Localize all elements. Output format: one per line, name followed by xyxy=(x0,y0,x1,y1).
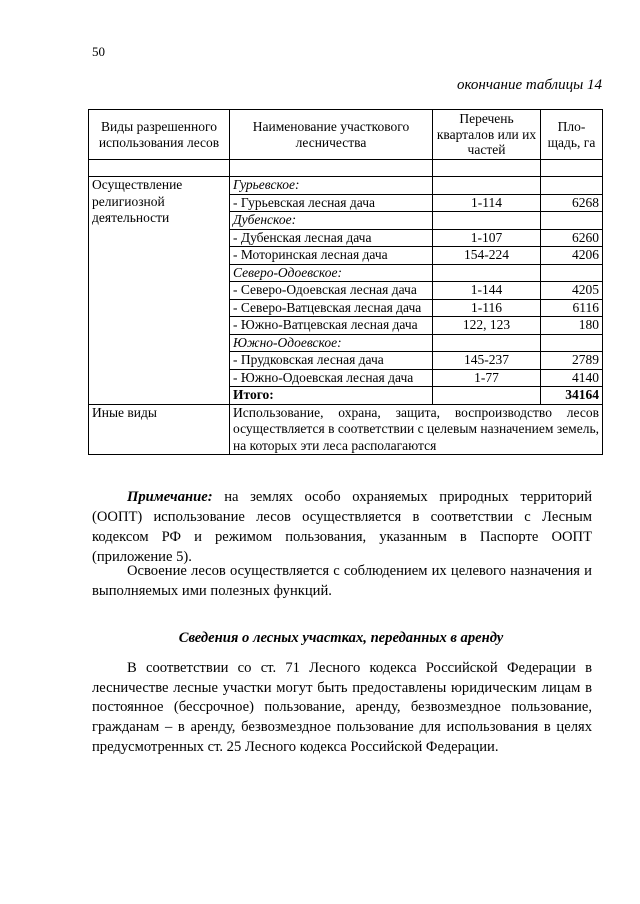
table-row xyxy=(89,177,603,195)
table-caption: окончание таблицы 14 xyxy=(456,77,602,93)
other-uses-text: Использование, охрана, защита, воспроизводство лесов осуществляется в соответствии с целевым назначением земель, на которых эти леса располагаются xyxy=(230,404,603,455)
area-cell: 4140 xyxy=(541,369,603,387)
page-number: 50 xyxy=(92,44,105,59)
area-cell: 2789 xyxy=(541,352,603,370)
area-cell xyxy=(541,212,603,230)
header-use-types: Виды разрешенного использования лесов xyxy=(89,110,230,160)
note-text: на землях особо охраняемых природных территорий (ООПТ) использование лесов осуществляется в соответствии с Лесным кодексом РФ и режимом пользования, указанным в Паспорте ООПТ (приложение 5). xyxy=(92,489,592,565)
forest-dacha-name: - Прудковская лесная дача xyxy=(230,352,433,370)
forest-dacha-name: - Гурьевская лесная дача xyxy=(230,194,433,212)
quarters-cell: 154-224 xyxy=(433,247,541,265)
quarters-cell: 1-116 xyxy=(433,299,541,317)
quarters-cell xyxy=(433,212,541,230)
forestry-group-name: Северо-Одоевское: xyxy=(230,264,433,282)
area-cell: 6268 xyxy=(541,194,603,212)
forest-dacha-name: - Южно-Одоевская лесная дача xyxy=(230,369,433,387)
total-label: Итого: xyxy=(230,387,433,405)
note-paragraph xyxy=(92,487,592,567)
quarters-cell: 1-107 xyxy=(433,229,541,247)
area-cell: 6116 xyxy=(541,299,603,317)
quarters-cell: 122, 123 xyxy=(433,317,541,335)
forest-dacha-name: - Дубенская лесная дача xyxy=(230,229,433,247)
quarters-cell: 1-144 xyxy=(433,282,541,300)
table-spacer-row xyxy=(89,160,603,177)
total-quarters-empty xyxy=(433,387,541,405)
forest-dacha-name: - Моторинская лесная дача xyxy=(230,247,433,265)
section-heading: Сведения о лесных участках, переданных в аренду xyxy=(178,630,504,646)
quarters-cell: 145-237 xyxy=(433,352,541,370)
forest-use-table xyxy=(88,109,603,455)
area-cell: 4206 xyxy=(541,247,603,265)
header-forestry-name: Наименование участкового лесничества xyxy=(230,110,433,160)
forestry-group-name: Дубенское: xyxy=(230,212,433,230)
quarters-cell xyxy=(433,334,541,352)
forest-dacha-name: - Северо-Ватцевская лесная дача xyxy=(230,299,433,317)
header-quarters: Перечень кварталов или их частей xyxy=(433,110,541,160)
forestry-group-name: Гурьевское: xyxy=(230,177,433,195)
area-cell: 4205 xyxy=(541,282,603,300)
quarters-cell: 1-77 xyxy=(433,369,541,387)
area-cell xyxy=(541,264,603,282)
area-cell xyxy=(541,177,603,195)
table-header-row xyxy=(89,110,603,160)
area-cell: 6260 xyxy=(541,229,603,247)
table-row-other-uses xyxy=(89,404,603,455)
area-cell xyxy=(541,334,603,352)
total-area: 34164 xyxy=(541,387,603,405)
activity-religious: Осуществление религиозной деятельности xyxy=(89,177,230,405)
forest-dacha-name: - Южно-Ватцевская лесная дача xyxy=(230,317,433,335)
note-label: Примечание: xyxy=(127,489,213,505)
quarters-cell: 1-114 xyxy=(433,194,541,212)
activity-other: Иные виды xyxy=(89,404,230,455)
header-area: Пло-щадь, га xyxy=(541,110,603,160)
area-cell: 180 xyxy=(541,317,603,335)
quarters-cell xyxy=(433,177,541,195)
note-paragraph-2: Освоение лесов осуществляется с соблюдением их целевого назначения и выполняемых ими полезных функций. xyxy=(92,563,592,599)
forestry-group-name: Южно-Одоевское: xyxy=(230,334,433,352)
body-paragraph: В соответствии со ст. 71 Лесного кодекса Российской Федерации в лесничестве лесные участки могут быть предоставлены юридическим лицам в постоянное (бессрочное) пользование, аренду, безвозмездное пользование, гражданам – в аренду, безвозмездное пользование для использования в целях предусмотренных ст. 25 Лесного кодекса Российской Федерации. xyxy=(92,660,592,755)
forest-dacha-name: - Северо-Одоевская лесная дача xyxy=(230,282,433,300)
quarters-cell xyxy=(433,264,541,282)
